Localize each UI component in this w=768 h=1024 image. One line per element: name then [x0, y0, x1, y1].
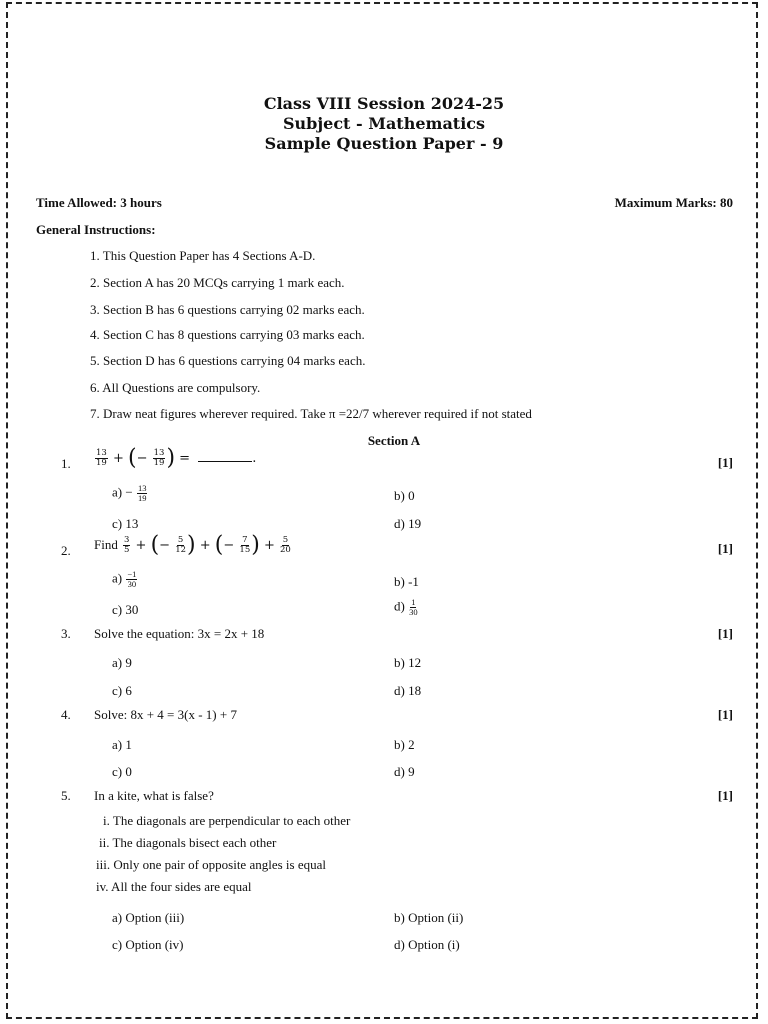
q5-option-b: b) Option (ii): [394, 910, 464, 925]
q3-number: 3.: [61, 626, 71, 641]
q5-option-d: d) Option (i): [394, 937, 460, 952]
q3-option-a: a) 9: [112, 655, 132, 670]
q5-statement: iii. Only one pair of opposite angles is equal: [96, 857, 326, 872]
q3-option-b: b) 12: [394, 655, 422, 670]
maximum-marks: Maximum Marks: 80: [614, 195, 733, 210]
header-subject: Subject - Mathematics: [282, 114, 486, 133]
header-paper-title: Sample Question Paper - 9: [264, 134, 504, 153]
header-class-session: Class VIII Session 2024-25: [263, 94, 505, 113]
q2-option-b: b) -1: [394, 574, 419, 589]
q4-option-b: b) 2: [394, 737, 415, 752]
q1-option-d: d) 19: [394, 516, 422, 531]
q1-marks: [1]: [717, 455, 733, 470]
q1-option-c: c) 13: [112, 516, 139, 531]
q4-text: Solve: 8x + 4 = 3(x - 1) + 7: [94, 707, 237, 722]
instruction-item: 6. All Questions are compulsory.: [90, 380, 261, 395]
instruction-item: 5. Section D has 6 questions carrying 04 marks each.: [90, 353, 366, 368]
instructions-heading: General Instructions:: [36, 222, 156, 237]
q2-option-d: d) $\frac{1}{30}$: [394, 597, 418, 617]
q2-expression: Find $\frac{3}{5}$ + (− $\frac{5}{12}$ ) + (− $\frac{7}{15}$ ) + $\frac{5}{20}$: [94, 532, 291, 558]
q1-option-b: b) 0: [394, 488, 415, 503]
q5-option-a: a) Option (iii): [112, 910, 185, 925]
q5-statement: ii. The diagonals bisect each other: [99, 835, 277, 850]
instruction-item: 1. This Question Paper has 4 Sections A-D.: [90, 248, 316, 263]
q4-marks: [1]: [717, 707, 733, 722]
q4-option-c: c) 0: [112, 764, 132, 779]
instruction-item: 3. Section B has 6 questions carrying 02 marks each.: [90, 302, 365, 317]
q5-text: In a kite, what is false?: [94, 788, 214, 803]
q2-number: 2.: [61, 543, 71, 558]
section-a-heading: Section A: [367, 433, 421, 448]
q1-number: 1.: [61, 456, 71, 471]
q2-marks: [1]: [717, 541, 733, 556]
q2-option-a: a) $\frac{-1}{30}$: [112, 569, 137, 589]
q3-option-d: d) 18: [394, 683, 422, 698]
q4-option-d: d) 9: [394, 764, 415, 779]
q5-statement: i. The diagonals are perpendicular to each other: [103, 813, 351, 828]
q3-text: Solve the equation: 3x = 2x + 18: [94, 626, 265, 641]
instruction-item: 4. Section C has 8 questions carrying 03 marks each.: [90, 327, 365, 342]
instruction-item: 2. Section A has 20 MCQs carrying 1 mark each.: [90, 275, 345, 290]
q5-statement: iv. All the four sides are equal: [96, 879, 252, 894]
q4-number: 4.: [61, 707, 71, 722]
q1-option-a: a) − $\frac{13}{19}$: [112, 483, 147, 503]
q4-option-a: a) 1: [112, 737, 132, 752]
q5-number: 5.: [61, 788, 71, 803]
q3-option-c: c) 6: [112, 683, 132, 698]
q5-marks: [1]: [717, 788, 733, 803]
time-allowed: Time Allowed: 3 hours: [36, 195, 162, 210]
q1-expression: $\frac{13}{19}$ + (− $\frac{13}{19}$ ) = .: [96, 445, 257, 471]
q3-marks: [1]: [717, 626, 733, 641]
q5-option-c: c) Option (iv): [112, 937, 184, 952]
q2-option-c: c) 30: [112, 602, 139, 617]
instruction-item: 7. Draw neat figures wherever required. Take π =22/7 wherever required if not stated: [90, 406, 532, 421]
